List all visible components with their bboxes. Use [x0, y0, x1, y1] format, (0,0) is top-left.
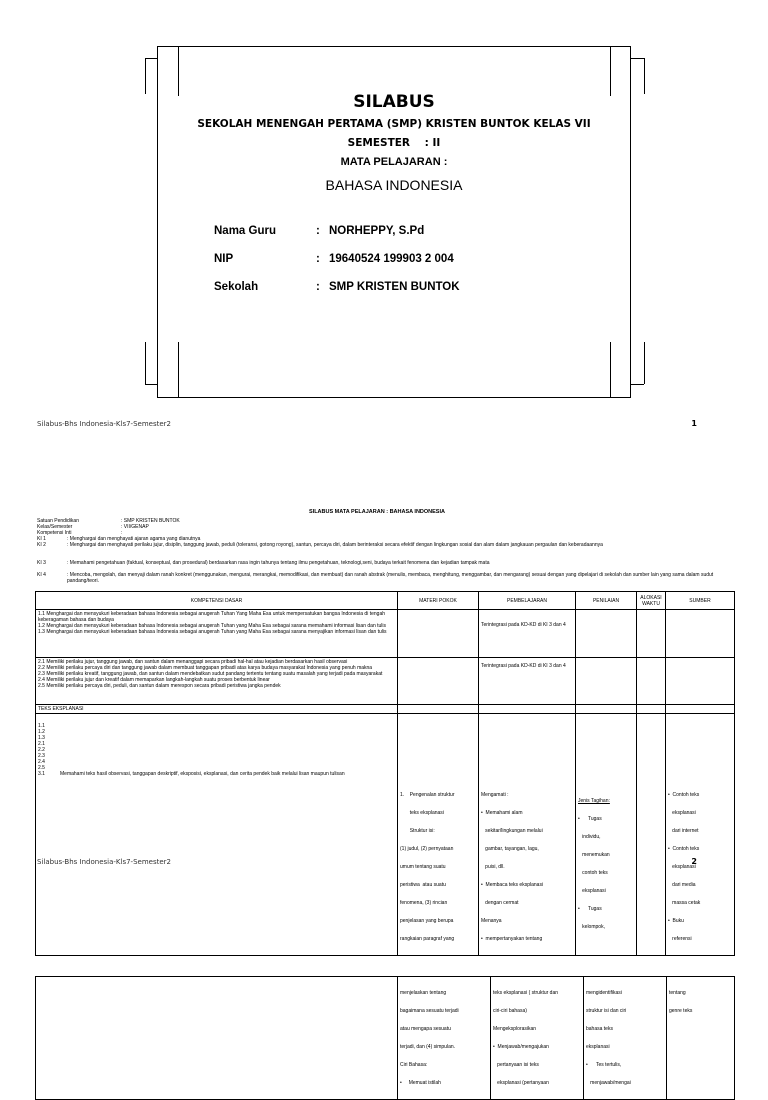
pembelajaran-line: Mengeksplorasikan: [493, 1026, 537, 1032]
materi-line: (1) judul, (2) pernyataan: [400, 846, 454, 852]
sumber-line: tentang: [669, 990, 686, 996]
meta-key: Kelas/Semester: [37, 524, 73, 530]
penilaian-line: • Tugas: [578, 816, 602, 822]
info-label: Nama Guru: [214, 225, 276, 237]
pembelajaran-line: • Membaca teks eksplanasi: [481, 882, 544, 888]
pembelajaran-text: Terintegrasi pada KD-KD di KI 3 dan 4: [481, 663, 566, 669]
pembelajaran-line: ciri-ciri bahasa): [493, 1008, 527, 1014]
kd-item: 1.2 Menghargai dan mensyukuri keberadaan bahasa Indonesia sebagai anugerah Tuhan yang Maha Esa sebagai sarana memahami informasi lisan dan tulis: [38, 623, 387, 629]
kd-code: 1.3: [38, 735, 45, 741]
col-header: PENILAIAN: [576, 592, 637, 610]
meta-key: Satuan Pendidikan: [37, 518, 79, 524]
cover-subject-label: MATA PELAJARAN :: [340, 156, 448, 168]
section-empty: [637, 705, 666, 714]
ki-value: : Menghargai dan menghayati perilaku jujur, disiplin, tanggung jawab, peduli (toleransi, gotong royong), santun, percaya diri, dalam berinteraksi secara efektif dengan lingkungan sosial dan alam dalam jangkauan pergaulan dan keberadaannya: [67, 542, 603, 548]
ki-key: KI 1: [37, 536, 46, 542]
cover-corner: [644, 58, 645, 94]
penilaian-line: • Tugas: [578, 906, 602, 912]
syllabus-title: SILABUS MATA PELAJARAN : BAHASA INDONESIA: [309, 509, 445, 515]
section-row: [36, 705, 735, 714]
cover-corner: [145, 58, 157, 59]
kd-item: 2.1 Memiliki perilaku jujur, tanggung jawab, dan santun dalam menanggapi secara pribadi hal-hal atau kejadian berdasarkan hasil observasi: [38, 659, 348, 665]
kd-code: 3.1: [38, 771, 45, 777]
info-label: NIP: [214, 253, 234, 265]
cover-corner: [145, 384, 157, 385]
materi-cell: [398, 610, 479, 658]
penilaian-cell: [584, 977, 667, 1100]
col-header: ALOKASI WAKTU: [637, 592, 666, 610]
pembelajaran-cell: [479, 610, 576, 658]
pembelajaran-cell: [491, 977, 584, 1100]
info-value: NORHEPPY, S.Pd: [329, 225, 425, 237]
sumber-line: dari internet: [668, 828, 699, 834]
penilaian-line: Jenis Tagihan:: [578, 798, 610, 804]
sumber-cell: [666, 610, 735, 658]
penilaian-line: eksplanasi: [586, 1044, 610, 1050]
section-heading: TEKS EKSPLANASI: [36, 705, 398, 714]
penilaian-line: struktur isi dan ciri: [586, 1008, 627, 1014]
section-empty: [576, 705, 637, 714]
ki-key: KI 2: [37, 542, 46, 548]
kd-code: 2.3: [38, 753, 45, 759]
pembelajaran-text: Terintegrasi pada KD-KD di KI 3 dan 4: [481, 622, 566, 628]
page-number: 2: [691, 857, 697, 866]
penilaian-line: contoh teks: [578, 870, 608, 876]
penilaian-line: eksplanasi: [578, 888, 606, 894]
materi-line: penjelasan yang berupa: [400, 918, 454, 924]
materi-line: bagaimana sesuatu terjadi: [400, 1008, 459, 1014]
alokasi-cell: [637, 658, 666, 705]
pembelajaran-line: • Menjawab/mengajukan: [493, 1044, 549, 1050]
materi-cell: [398, 977, 491, 1100]
sumber-line: • Contoh teks: [668, 792, 700, 798]
penilaian-cell: [576, 714, 637, 956]
kd-code: 2.1: [38, 741, 45, 747]
penilaian-line: individu,: [578, 834, 601, 840]
kd-code: 2.4: [38, 759, 45, 765]
meta-value: :: [121, 530, 123, 536]
page-number: 1: [691, 419, 697, 428]
cover-corner: [178, 46, 179, 96]
info-label: Sekolah: [214, 281, 259, 293]
col-header: SUMBER: [666, 592, 735, 610]
materi-line: umum tentang suatu: [400, 864, 446, 870]
page-footer: [37, 420, 697, 428]
table-row: [36, 977, 735, 1100]
col-header: PEMBELAJARAN: [479, 592, 576, 610]
syllabus-table: [35, 591, 735, 956]
section-empty: [398, 705, 479, 714]
cover-corner: [631, 384, 644, 385]
materi-line: rangkaian paragraf yang: [400, 936, 455, 942]
penilaian-cell: [576, 658, 637, 705]
alokasi-cell: [637, 714, 666, 956]
ki-value: : Menghargai dan menghayati ajaran agama yang dianutnya: [67, 536, 201, 542]
penilaian-line: kelompok,: [578, 924, 605, 930]
table-row: [36, 714, 735, 956]
sumber-line: dari media: [668, 882, 696, 888]
cover-corner: [145, 342, 146, 384]
sumber-line: massa cetak: [668, 900, 701, 906]
section-empty: [479, 705, 576, 714]
table-row: [36, 610, 735, 658]
materi-cell: [398, 658, 479, 705]
materi-line: atau mengapa sesuatu: [400, 1026, 451, 1032]
sumber-line: eksplanasi: [668, 810, 696, 816]
kd-cell: [36, 714, 398, 956]
cover-corner: [610, 342, 611, 398]
cover-corner: [178, 342, 179, 398]
sumber-cell: [666, 658, 735, 705]
kd-item: 2.2 Memiliki perilaku percaya diri dan tanggung jawab dalam membuat tanggapan pribadi atas karya budaya masyarakat Indonesia yang penuh makna: [38, 665, 373, 671]
kd-item: 1.3 Menghargai dan mensyukuri keberadaan bahasa Indonesia sebagai anugerah Tuhan yang Maha Esa sebagai sarana menyajikan informasi lisan dan tulis: [38, 629, 387, 635]
materi-cell: [398, 714, 479, 956]
meta-value: : VII/GENAP: [121, 524, 149, 530]
kd-cell: [36, 610, 398, 658]
kd-item: 1.1 Menghargai dan mensyukuri keberadaan bahasa Indonesia sebagai anugerah Tuhan Yang Maha Esa untuk mempersatukan bangsa Indonesia di tengah keberagaman bahasa dan budaya: [38, 611, 386, 623]
meta-key: Kompetensi Inti: [37, 530, 72, 536]
materi-line: terjadi, dan (4) simpulan.: [400, 1044, 456, 1050]
kd-item: 2.3 Memiliki perilaku kreatif, tanggung jawab, dan santun dalam mendebatkan sudut pandang tertentu tentang suatu masalah yang terjadi pada masyarakat: [38, 671, 383, 677]
pembelajaran-line: Menanya: [481, 918, 502, 924]
pembelajaran-line: pertanyaan isi teks: [493, 1062, 539, 1068]
ki-value: : Mencoba, mengolah, dan menyaji dalam ranah konkret (menggunakan, mengurai, merangkai, memodifikasi, dan membuat) dan ranah abstrak (menulis, membaca, menghitung, menggambar, dan mengarang) sesuai dengan yang dipelajari di sekolah dan sumber lain yang sama dalam sudut pandang/teori.: [67, 572, 714, 584]
kd-code: 1.2: [38, 729, 45, 735]
syllabus-table-continued: [35, 976, 735, 1100]
info-colon: :: [316, 281, 320, 293]
kd-cell: [36, 658, 398, 705]
col-header: MATERI POKOK: [398, 592, 479, 610]
ki-key: KI 4: [37, 572, 46, 578]
materi-line: teks eksplanasi: [400, 810, 444, 816]
cover-school: SEKOLAH MENENGAH PERTAMA (SMP) KRISTEN BUNTOK KELAS VII: [197, 118, 591, 130]
ki-value: : Memahami pengetahuan (faktual, konseptual, dan prosedural) berdasarkan rasa ingin tahunya tentang ilmu pengetahuan, teknologi,seni, budaya terkait fenomena dan kejadian tampak mata: [67, 560, 490, 566]
kd-text: Memahami teks hasil observasi, tanggapan deskriptif, eksposisi, eksplanasi, dan cerita pendek baik melalui lisan maupun tulisan: [60, 771, 345, 777]
materi-line: menjelaskan tentang: [400, 990, 447, 996]
sumber-line: referensi: [668, 936, 692, 942]
penilaian-line: • Tes tertulis,: [586, 1062, 622, 1068]
penilaian-line: bahasa teks: [586, 1026, 613, 1032]
pembelajaran-line: teks eksplanasi ( struktur dan: [493, 990, 559, 996]
cover-corner: [644, 342, 645, 384]
footer-text: Silabus-Bhs Indonesia-Kls7-Semester2: [37, 858, 171, 866]
pembelajaran-line: • Memahami alam: [481, 810, 523, 816]
pembelajaran-line: dengan cermat: [481, 900, 519, 906]
info-value: 19640524 199903 2 004: [329, 253, 454, 265]
cover-title: SILABUS: [353, 92, 435, 112]
sumber-line: eksplanasi: [668, 864, 696, 870]
info-colon: :: [316, 225, 320, 237]
pembelajaran-line: Mengamati :: [481, 792, 509, 798]
kd-item: 2.4 Memiliki perilaku jujur dan kreatif dalam memaparkan langkah-langkah suatu proses berbentuk linear: [38, 677, 270, 683]
penilaian-line: menemukan: [578, 852, 610, 858]
ki-key: KI 3: [37, 560, 46, 566]
sumber-line: genre teks: [669, 1008, 693, 1014]
sumber-line: • Contoh teks: [668, 846, 700, 852]
cover-subject: BAHASA INDONESIA: [325, 177, 463, 193]
kd-code: 2.2: [38, 747, 45, 753]
sumber-cell: [667, 977, 735, 1100]
materi-line: peristiwa atau suatu: [400, 882, 446, 888]
materi-line: 1. Pengenalan struktur: [400, 792, 455, 798]
kd-code: 2.5: [38, 765, 45, 771]
penilaian-line: mengidentifikasi: [586, 990, 622, 996]
meta-value: : SMP KRISTEN BUNTOK: [121, 518, 180, 524]
alokasi-cell: [637, 610, 666, 658]
materi-line: fenomena, (3) rincian: [400, 900, 448, 906]
footer-text: Silabus-Bhs Indonesia-Kls7-Semester2: [37, 420, 171, 428]
cover-corner: [631, 58, 644, 59]
cover-semester: SEMESTER : II: [347, 137, 441, 149]
page-footer: [37, 858, 697, 866]
penilaian-line: menjawab/mengai: [586, 1080, 631, 1086]
pembelajaran-line: • mempertanyakan tentang: [481, 936, 543, 942]
materi-line: Ciri Bahasa:: [400, 1062, 428, 1068]
materi-line: • Memuat istilah: [400, 1080, 441, 1086]
pembelajaran-line: puisi, dll.: [481, 864, 505, 870]
kd-code: 1.1: [38, 723, 45, 729]
cover-corner: [610, 46, 611, 96]
pembelajaran-line: eksplanasi (pertanyaan: [493, 1080, 549, 1086]
sumber-cell: [666, 714, 735, 956]
kd-cell: [36, 977, 398, 1100]
kd-item: 2.5 Memiliki perilaku percaya diri, peduli, dan santun dalam merespon secara pribadi peristiwa jangka pendek: [38, 683, 281, 689]
info-value: SMP KRISTEN BUNTOK: [329, 281, 460, 293]
section-empty: [666, 705, 735, 714]
col-header: KOMPETENSI DASAR: [36, 592, 398, 610]
sumber-line: • Buku: [668, 918, 684, 924]
pembelajaran-cell: [479, 658, 576, 705]
pembelajaran-line: sekitar/lingkungan melalui: [481, 828, 543, 834]
kd-item: [38, 771, 395, 777]
table-row: [36, 658, 735, 705]
cover-corner: [145, 58, 146, 94]
info-colon: :: [316, 253, 320, 265]
pembelajaran-line: gambar, tayangan, lagu,: [481, 846, 539, 852]
pembelajaran-cell: [479, 714, 576, 956]
penilaian-cell: [576, 610, 637, 658]
materi-line: Struktur isi:: [400, 828, 435, 834]
